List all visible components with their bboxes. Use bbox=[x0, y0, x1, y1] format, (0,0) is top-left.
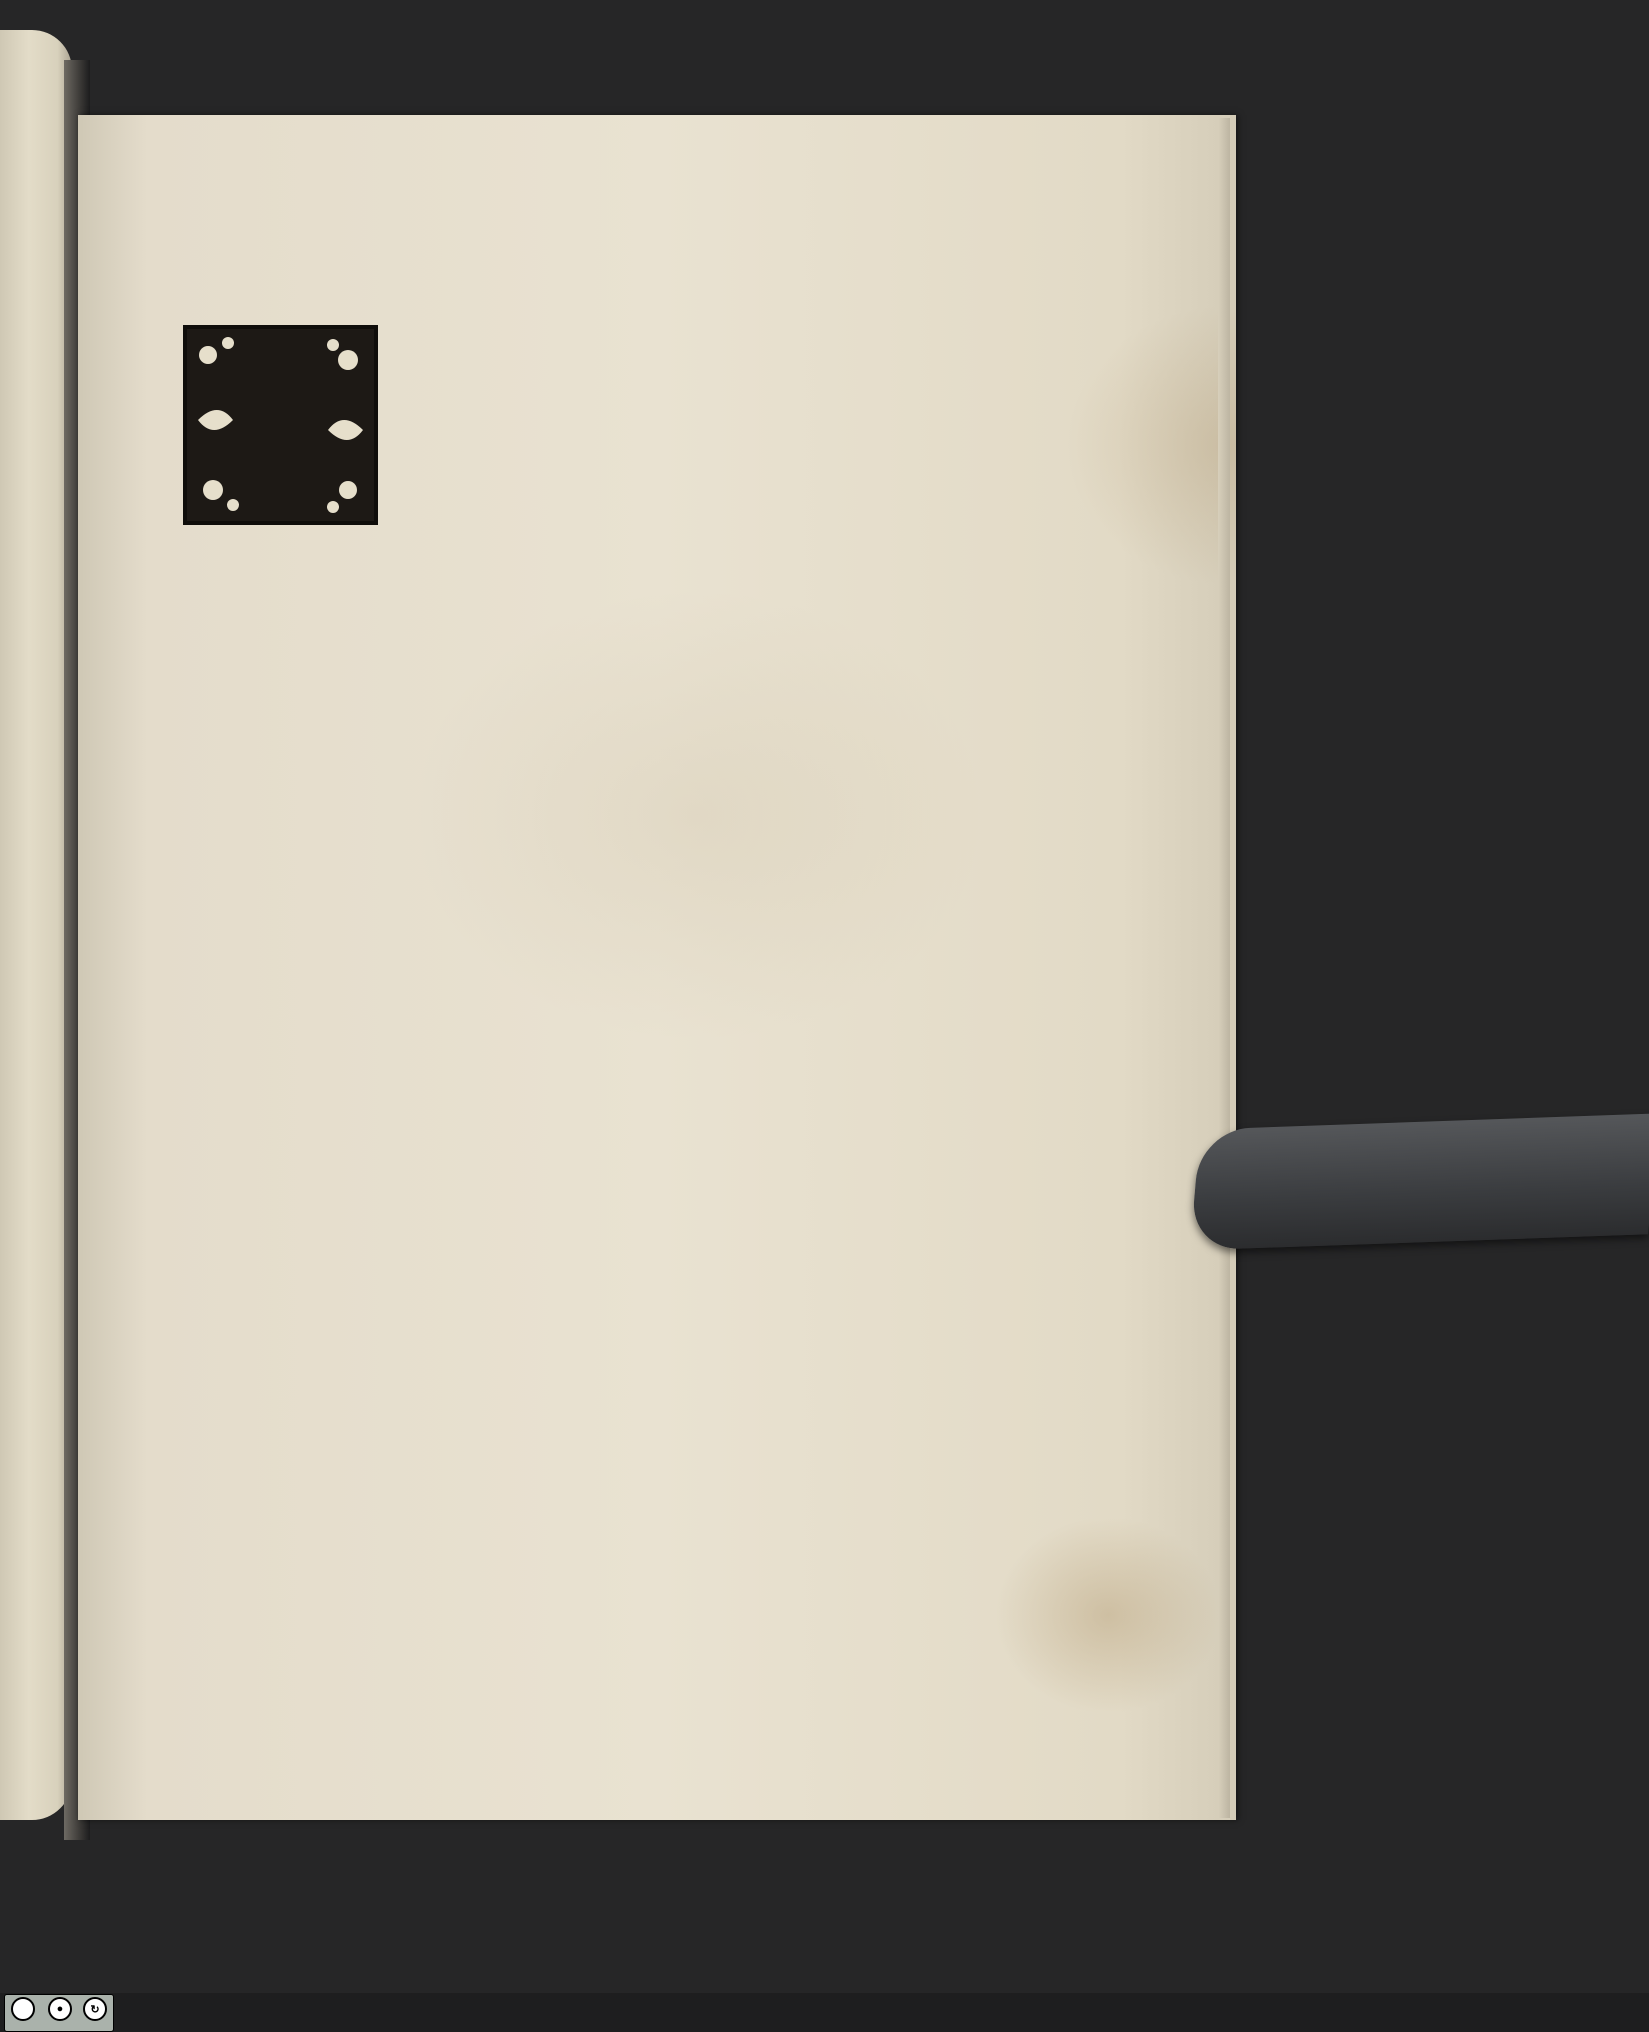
cc-icon bbox=[11, 1997, 35, 2021]
footer-bar bbox=[0, 1993, 1649, 2032]
sa-icon: ↻ bbox=[83, 1997, 107, 2021]
decorated-initial bbox=[183, 325, 378, 525]
by-icon: ● bbox=[48, 1997, 72, 2021]
license-badge bbox=[4, 1994, 114, 2032]
page-clip bbox=[1190, 1113, 1649, 1250]
drop-cap-letter bbox=[183, 325, 378, 525]
page-edge bbox=[1218, 118, 1230, 1818]
left-page-edge bbox=[0, 30, 72, 1820]
